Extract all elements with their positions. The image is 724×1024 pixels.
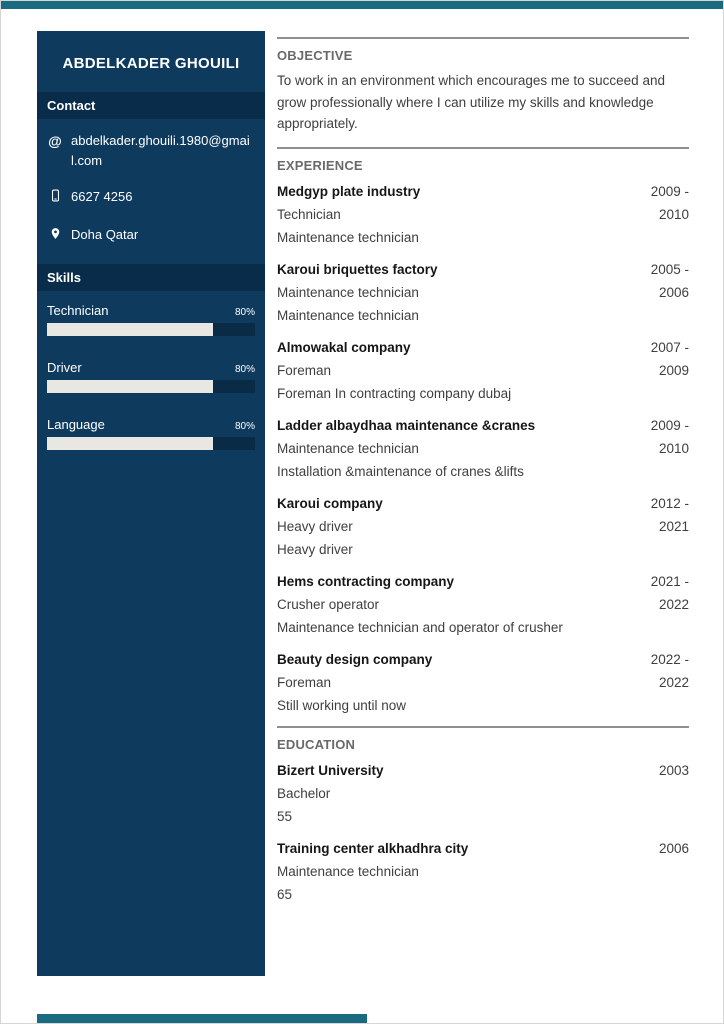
entry-date-start: 2005 - <box>650 261 689 277</box>
entry-role: Foreman <box>277 674 332 690</box>
divider-top <box>277 37 689 39</box>
entry-grade: 55 <box>277 808 293 824</box>
entry-date-end: 2006 <box>658 284 689 300</box>
skill-label: Driver <box>47 359 82 375</box>
entry-description: Installation &maintenance of cranes &lifts <box>277 463 524 479</box>
contact-location-text: Doha Qatar <box>71 227 139 243</box>
entry-description: Maintenance technician <box>277 229 419 245</box>
entry-title: Training center alkhadhra city <box>277 840 469 856</box>
entry-dates <box>651 180 689 226</box>
entry-role: Foreman <box>277 362 332 378</box>
location-icon <box>47 225 63 247</box>
entry-date-end: 2022 <box>658 596 689 612</box>
entry-date-end: 2021 <box>658 518 689 534</box>
experience-entry <box>277 648 689 717</box>
education-entry <box>277 837 689 906</box>
divider-education <box>277 726 689 728</box>
skill-percent: 80% <box>234 420 255 432</box>
skill-label: Language <box>47 416 105 432</box>
entry-date-start: 2007 - <box>650 339 689 355</box>
entry-description: Maintenance technician <box>277 307 419 323</box>
skill-item-technician <box>37 303 265 336</box>
entry-description: Maintenance technician and operator of crusher <box>277 619 563 635</box>
skill-bar <box>47 380 255 393</box>
entry-date: 2003 <box>658 762 689 778</box>
contact-section-header: Contact <box>37 92 265 119</box>
entry-title: Almowakal company <box>277 339 411 355</box>
entry-dates <box>651 258 689 304</box>
experience-entry <box>277 180 689 249</box>
experience-entry <box>277 570 689 639</box>
entry-title: Hems contracting company <box>277 573 455 589</box>
entry-dates <box>659 837 689 860</box>
objective-heading: OBJECTIVE <box>277 48 353 63</box>
entry-grade: 65 <box>277 886 293 902</box>
entry-title: Beauty design company <box>277 651 433 667</box>
education-entry <box>277 759 689 828</box>
experience-entry <box>277 492 689 561</box>
entry-date-start: 2022 - <box>650 651 689 667</box>
entry-title: Medgyp plate industry <box>277 183 421 199</box>
entry-role: Technician <box>277 206 341 222</box>
contact-item-phone <box>37 187 265 209</box>
skill-percent: 80% <box>234 363 255 375</box>
entry-date: 2006 <box>658 840 689 856</box>
contact-item-email <box>37 131 265 171</box>
phone-icon <box>47 187 63 209</box>
entry-date-start: 2021 - <box>650 573 689 589</box>
objective-text: To work in an environment which encourages me to succeed and grow professionally where I can utilize my skills and knowledge appropriately. <box>277 73 665 132</box>
skill-bar <box>47 323 255 336</box>
skill-item-driver <box>37 360 265 393</box>
entry-role: Maintenance technician <box>277 863 419 879</box>
entry-date-end: 2010 <box>658 206 689 222</box>
experience-entry <box>277 336 689 405</box>
entry-dates <box>651 570 689 616</box>
bottom-accent-bar <box>37 1014 367 1023</box>
contact-email-text: abdelkader.ghouili.1980@gmail.com <box>71 133 250 169</box>
entry-dates <box>651 336 689 382</box>
contact-phone-text: 6627 4256 <box>71 189 133 205</box>
entry-dates <box>651 414 689 460</box>
experience-entry <box>277 414 689 483</box>
entry-description: Still working until now <box>277 697 407 713</box>
experience-entry <box>277 258 689 327</box>
main-content <box>277 37 689 915</box>
entry-role: Bachelor <box>277 785 331 801</box>
skill-label: Technician <box>47 302 109 318</box>
experience-heading: EXPERIENCE <box>277 157 363 173</box>
entry-dates <box>651 648 689 694</box>
entry-role: Crusher operator <box>277 596 380 612</box>
entry-role: Maintenance technician <box>277 284 419 300</box>
entry-description: Heavy driver <box>277 541 353 557</box>
sidebar <box>37 31 265 976</box>
entry-description: Foreman In contracting company dubaj <box>277 385 512 401</box>
entry-role: Heavy driver <box>277 518 353 534</box>
divider-experience <box>277 147 689 149</box>
entry-date-end: 2009 <box>658 362 689 378</box>
entry-title: Bizert University <box>277 762 384 778</box>
contact-item-location <box>37 225 265 247</box>
entry-date-end: 2010 <box>658 440 689 456</box>
entry-date-start: 2009 - <box>650 183 689 199</box>
entry-role: Maintenance technician <box>277 440 419 456</box>
skill-bar-fill <box>47 437 213 450</box>
entry-dates <box>659 759 689 782</box>
skill-bar-fill <box>47 380 213 393</box>
entry-dates <box>651 492 689 538</box>
entry-date-start: 2009 - <box>650 417 689 433</box>
skill-bar <box>47 437 255 450</box>
education-heading: EDUCATION <box>277 736 356 752</box>
skill-bar-fill <box>47 323 213 336</box>
entry-date-start: 2012 - <box>650 495 689 511</box>
entry-title: Karoui briquettes factory <box>277 261 438 277</box>
name-heading: ABDELKADER GHOUILI <box>62 55 240 72</box>
skill-item-language <box>37 417 265 450</box>
skill-percent: 80% <box>234 306 255 318</box>
entry-date-end: 2022 <box>658 674 689 690</box>
skills-section-header: Skills <box>37 264 265 291</box>
email-icon: @ <box>48 133 62 149</box>
entry-title: Karoui company <box>277 495 383 511</box>
top-accent-bar <box>1 1 724 9</box>
entry-title: Ladder albaydhaa maintenance &cranes <box>277 417 536 433</box>
